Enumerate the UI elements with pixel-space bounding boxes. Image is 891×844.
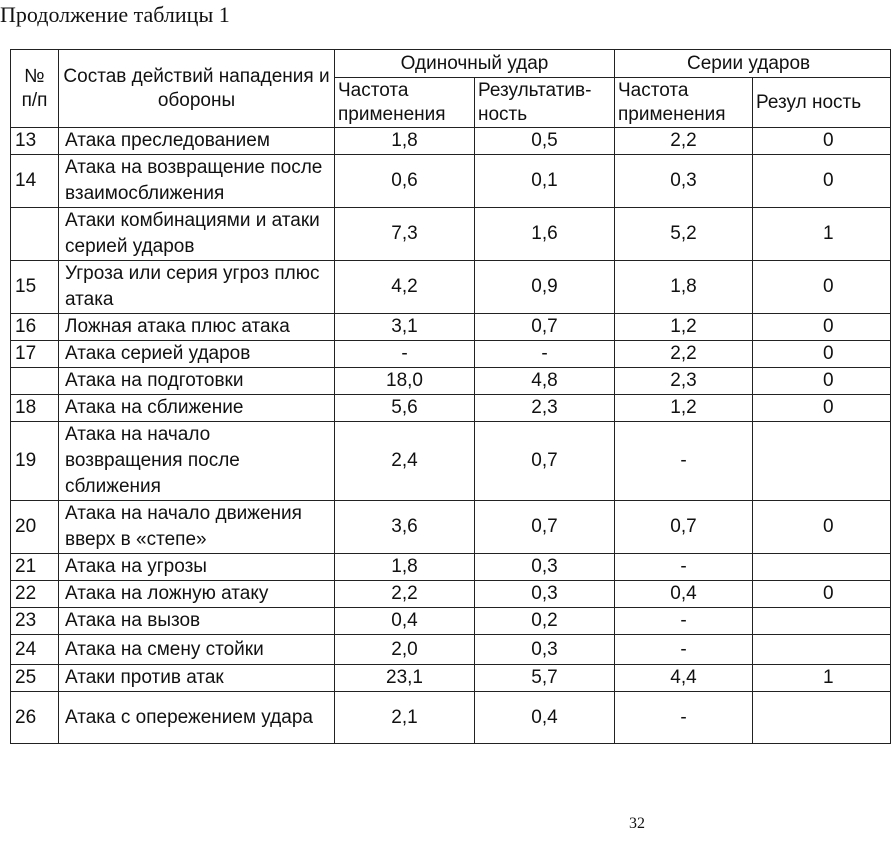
table-row (11, 395, 891, 422)
header-strike-series: Серии ударов (615, 50, 891, 78)
action-name: Атака на смену стойки (59, 635, 335, 665)
series-frequency: - (615, 635, 753, 665)
single-effectiveness: 4,8 (475, 368, 615, 395)
single-frequency: 3,6 (335, 501, 475, 554)
action-name: Атака на возвращение после взаимосближения (59, 155, 335, 208)
series-effectiveness (753, 608, 891, 635)
series-effectiveness (753, 692, 891, 744)
single-frequency: 7,3 (335, 208, 475, 261)
series-effectiveness: 0 (753, 341, 891, 368)
single-frequency: 3,1 (335, 314, 475, 341)
header-frequency-1: Частота применения (335, 78, 475, 128)
row-number: 15 (11, 261, 59, 314)
action-name: Атака на начало движения вверх в «степе» (59, 501, 335, 554)
single-frequency: 5,6 (335, 395, 475, 422)
single-frequency: 2,4 (335, 422, 475, 501)
series-frequency: - (615, 608, 753, 635)
series-effectiveness: 0 (753, 314, 891, 341)
table-caption: Продолжение таблицы 1 (0, 2, 230, 27)
series-frequency: 1,8 (615, 261, 753, 314)
action-name: Атаки комбинациями и атаки серией ударов (59, 208, 335, 261)
single-effectiveness: 0,7 (475, 314, 615, 341)
action-name: Атака на подготовки (59, 368, 335, 395)
row-number: 13 (11, 128, 59, 155)
series-frequency: - (615, 692, 753, 744)
series-effectiveness: 1 (753, 665, 891, 692)
series-effectiveness (753, 422, 891, 501)
page-number: 32 (629, 815, 645, 832)
row-number: 24 (11, 635, 59, 665)
header-effectiveness-1: Результатив-ность (475, 78, 615, 128)
action-name: Атака на ложную атаку (59, 581, 335, 608)
row-number: 25 (11, 665, 59, 692)
action-name: Атака серией ударов (59, 341, 335, 368)
row-number (11, 368, 59, 395)
single-effectiveness: - (475, 341, 615, 368)
action-name: Атака на угрозы (59, 554, 335, 581)
single-frequency: 2,1 (335, 692, 475, 744)
series-frequency: - (615, 554, 753, 581)
header-effectiveness-2: Резул ность (753, 78, 891, 128)
series-frequency: 4,4 (615, 665, 753, 692)
table-row (11, 155, 891, 208)
row-number: 18 (11, 395, 59, 422)
single-frequency: - (335, 341, 475, 368)
table-body (11, 128, 891, 744)
table-row (11, 608, 891, 635)
single-frequency: 1,8 (335, 554, 475, 581)
table-row (11, 341, 891, 368)
action-name: Атаки против атак (59, 665, 335, 692)
table-row (11, 501, 891, 554)
series-frequency: 5,2 (615, 208, 753, 261)
series-frequency: 0,4 (615, 581, 753, 608)
header-frequency-2: Частота применения (615, 78, 753, 128)
series-frequency: 1,2 (615, 314, 753, 341)
single-frequency: 0,4 (335, 608, 475, 635)
table-row (11, 128, 891, 155)
row-number: 22 (11, 581, 59, 608)
data-table (10, 49, 891, 744)
action-name: Атака с опережением удара (59, 692, 335, 744)
single-effectiveness: 0,3 (475, 635, 615, 665)
single-effectiveness: 0,9 (475, 261, 615, 314)
action-name: Атака на начало возвращения после сближения (59, 422, 335, 501)
single-effectiveness: 5,7 (475, 665, 615, 692)
table-row (11, 314, 891, 341)
table-row (11, 368, 891, 395)
single-frequency: 4,2 (335, 261, 475, 314)
single-effectiveness: 0,1 (475, 155, 615, 208)
single-effectiveness: 2,3 (475, 395, 615, 422)
row-number: 20 (11, 501, 59, 554)
header-number: № п/п (11, 50, 59, 128)
row-number (11, 208, 59, 261)
table-row (11, 554, 891, 581)
single-frequency: 2,0 (335, 635, 475, 665)
action-name: Атака на вызов (59, 608, 335, 635)
series-frequency: 0,3 (615, 155, 753, 208)
series-frequency: 1,2 (615, 395, 753, 422)
series-effectiveness: 0 (753, 128, 891, 155)
single-frequency: 18,0 (335, 368, 475, 395)
single-effectiveness: 0,4 (475, 692, 615, 744)
series-effectiveness: 1 (753, 208, 891, 261)
series-frequency: 2,2 (615, 341, 753, 368)
series-frequency: 2,2 (615, 128, 753, 155)
single-effectiveness: 0,3 (475, 554, 615, 581)
action-name: Атака преследованием (59, 128, 335, 155)
series-effectiveness: 0 (753, 501, 891, 554)
single-effectiveness: 0,7 (475, 501, 615, 554)
series-frequency: 0,7 (615, 501, 753, 554)
table-row (11, 665, 891, 692)
data-table-container (10, 49, 862, 749)
single-effectiveness: 0,7 (475, 422, 615, 501)
series-effectiveness: 0 (753, 368, 891, 395)
action-name: Угроза или серия угроз плюс атака (59, 261, 335, 314)
table-row (11, 422, 891, 501)
table-row (11, 635, 891, 665)
table-row (11, 208, 891, 261)
row-number: 17 (11, 341, 59, 368)
header-single-strike: Одиночный удар (335, 50, 615, 78)
row-number: 26 (11, 692, 59, 744)
single-frequency: 23,1 (335, 665, 475, 692)
single-frequency: 1,8 (335, 128, 475, 155)
single-effectiveness: 0,2 (475, 608, 615, 635)
single-frequency: 0,6 (335, 155, 475, 208)
series-frequency: - (615, 422, 753, 501)
table-row (11, 581, 891, 608)
single-effectiveness: 1,6 (475, 208, 615, 261)
single-effectiveness: 0,3 (475, 581, 615, 608)
series-frequency: 2,3 (615, 368, 753, 395)
row-number: 21 (11, 554, 59, 581)
table-row (11, 261, 891, 314)
header-composition: Состав действий нападения и обороны (59, 50, 335, 128)
table-row (11, 692, 891, 744)
series-effectiveness (753, 554, 891, 581)
series-effectiveness: 0 (753, 581, 891, 608)
row-number: 14 (11, 155, 59, 208)
row-number: 19 (11, 422, 59, 501)
action-name: Атака на сближение (59, 395, 335, 422)
single-effectiveness: 0,5 (475, 128, 615, 155)
series-effectiveness (753, 635, 891, 665)
single-frequency: 2,2 (335, 581, 475, 608)
series-effectiveness: 0 (753, 155, 891, 208)
series-effectiveness: 0 (753, 261, 891, 314)
series-effectiveness: 0 (753, 395, 891, 422)
row-number: 23 (11, 608, 59, 635)
action-name: Ложная атака плюс атака (59, 314, 335, 341)
row-number: 16 (11, 314, 59, 341)
